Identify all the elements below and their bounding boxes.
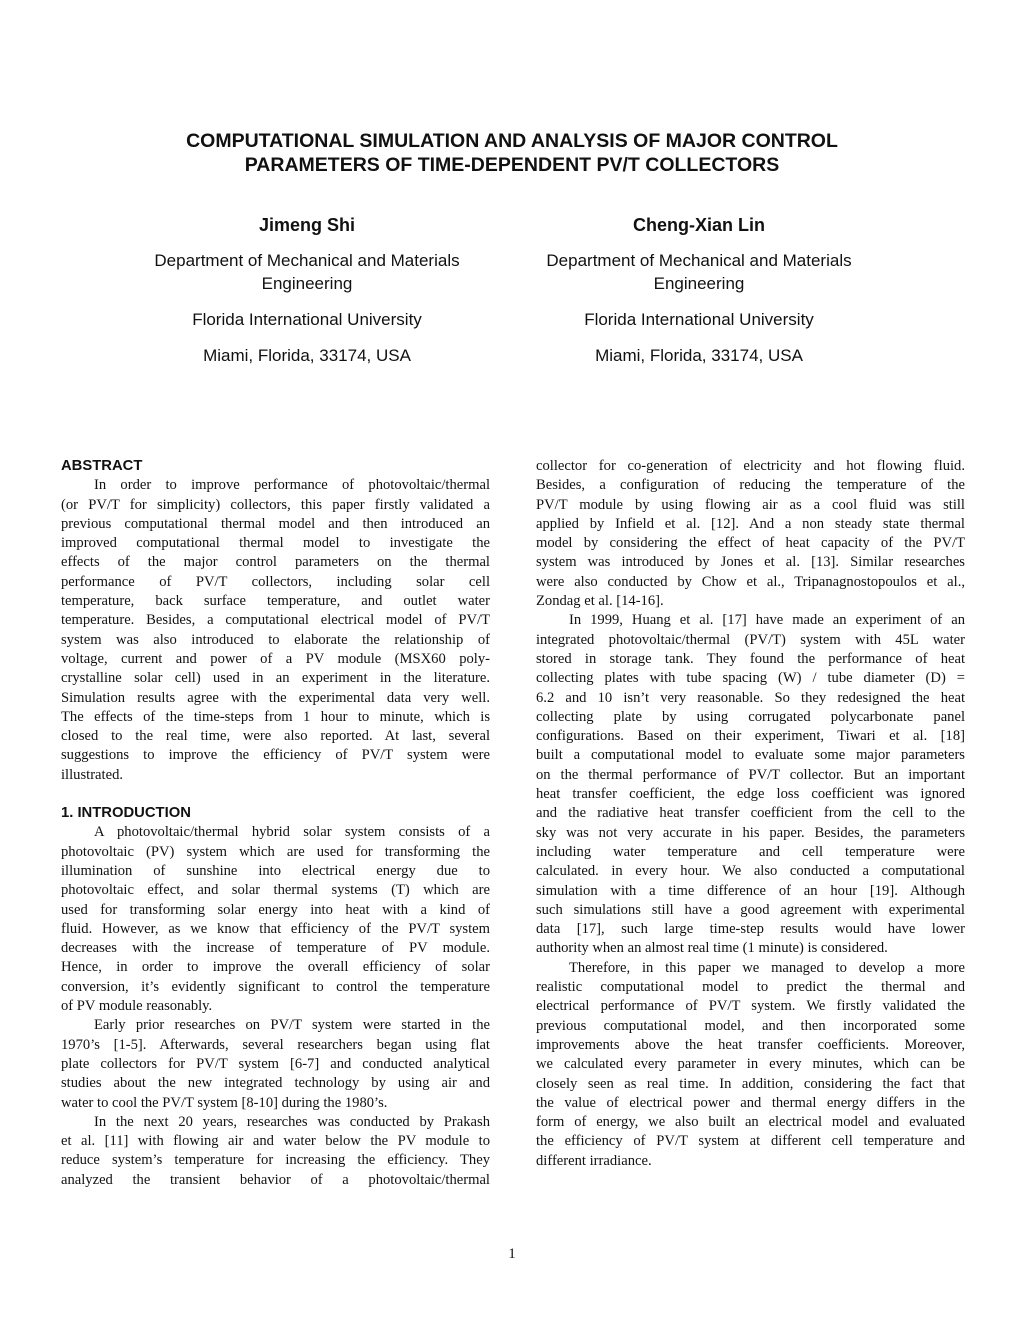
text-line: we calculated every parameter in every minutes, which can be [536,1056,965,1073]
text-line: built a computational model to evaluate some major parameters [536,747,965,764]
text-line: (or PV/T for simplicity) collectors, this paper firstly validated a [61,496,490,513]
text-line: system was also introduced to elaborate the relationship of [61,631,490,648]
text-line: fluid. However, as we know that efficiency of the PV/T system [61,920,490,937]
text-line: et al. [11] with flowing air and water below the PV module to [61,1133,490,1150]
author-location: Miami, Florida, 33174, USA [203,346,411,365]
text-line: Therefore, in this paper we managed to develop a more [569,959,965,976]
text-line: suggestions to improve the efficiency of PV/T system were [61,747,490,764]
text-line: Simulation results agree with the experimental data very well. [61,689,490,706]
text-line: system was introduced by Jones et al. [13]. Similar researches [536,554,965,571]
author-name: Jimeng Shi [258,215,356,235]
author-block-1 [117,214,497,367]
text-line: A photovoltaic/thermal hybrid solar system consists of a [94,824,490,841]
author-location: Miami, Florida, 33174, USA [595,346,803,365]
text-line: crystalline solar cell) used in an experiment in the literature. [61,670,490,687]
text-line: In order to improve performance of photovoltaic/thermal [94,477,490,494]
text-line: realistic computational model to predict the thermal and [536,979,965,996]
text-line: data [17], such large time-step results would have lower [536,921,965,938]
text-line: on the thermal performance of PV/T collector. But an important [536,766,965,783]
author-block-2 [509,214,889,367]
author-name: Cheng-Xian Lin [633,215,765,235]
text-line: stored in storage tank. They found the performance of heat [536,650,965,667]
text-line: sky was not very accurate in his paper. Besides, the parameters [536,824,965,841]
text-line: the efficiency of PV/T system at different cell temperature and [536,1133,965,1150]
text-line: model by considering the effect of heat capacity of the PV/T [536,535,965,552]
text-line: including water temperature and cell temperature were [536,843,965,860]
introduction-paragraph-3 [61,1113,490,1190]
text-line: Hence, in order to improve the overall efficiency of solar [61,959,490,976]
text-line: temperature, back surface temperature, and outlet water [61,593,490,610]
text-line: illumination of sunshine into electrical energy due to [61,862,490,879]
text-line: temperature. Besides, a computational electrical model of PV/T [61,612,490,629]
text-line: studies about the new integrated technology by using air and [61,1075,490,1092]
text-line: such simulations still have a good agreement with experimental [536,901,965,918]
text-line: simulation with a time difference of an hour [19]. Although [536,882,965,899]
text-line: previous computational model, and then incorporated some [536,1017,965,1034]
text-line: analyzed the transient behavior of a photovoltaic/thermal [61,1171,490,1188]
paper-title-line-1: COMPUTATIONAL SIMULATION AND ANALYSIS OF MAJOR CONTROL [186,130,838,152]
text-line: collecting plates with tube spacing (W) / tube diameter (D) = [536,670,965,687]
text-line: conversion, it’s evidently significant to control the temperature [61,978,490,995]
text-line: collector for co-generation of electricity and hot flowing fluid. [536,458,965,474]
text-line: closely seen as real time. In addition, considering the fact that [536,1075,965,1092]
text-line: water to cool the PV/T system [8-10] during the 1980’s. [61,1094,388,1111]
abstract-body [61,476,490,785]
introduction-heading: 1. INTRODUCTION [61,805,191,822]
right-paragraph-3 [536,959,965,1171]
paper-title-line-2: PARAMETERS OF TIME-DEPENDENT PV/T COLLECTORS [244,154,780,176]
introduction-paragraph-2 [61,1016,490,1112]
text-line: different irradiance. [536,1152,652,1169]
text-line: In 1999, Huang et al. [17] have made an experiment of an [569,612,965,629]
text-line: form of energy, we also built an electrical model and evaluated [536,1114,965,1131]
author-department-line-2: Engineering [261,274,353,293]
text-line: previous computational thermal model and then introduced an [61,515,490,532]
text-line: collecting plate by using corrugated polycarbonate panel [536,708,965,725]
right-paragraph-1 [536,457,965,611]
paper-title [100,129,924,177]
text-line: applied by Infield et al. [12]. And a non steady state thermal [536,515,965,532]
text-line: photovoltaic effect, and solar thermal systems (T) which are [61,882,490,899]
text-line: closed to the real time, were also reported. At last, several [61,728,490,745]
text-line: used for transforming solar energy into heat with a kind of [61,901,490,918]
text-line: In the next 20 years, researches was conducted by Prakash [94,1113,490,1130]
introduction-paragraph-1 [61,823,490,1016]
author-department-line-1: Department of Mechanical and Materials [154,251,460,270]
text-line: PV/T module by using flowing air as a cool fluid was still [536,496,965,513]
right-column [536,457,965,1171]
left-column [61,457,490,1190]
text-line: Besides, a configuration of reducing the temperature of the [536,477,965,494]
text-line: plate collectors for PV/T system [6-7] and conducted analytical [61,1055,490,1072]
text-line: configurations. Based on their experiment, Tiwari et al. [18] [536,728,965,745]
text-line: 1970’s [1-5]. Afterwards, several researchers began using flat [61,1036,490,1053]
text-line: photovoltaic (PV) system which are used for transforming the [61,843,490,860]
text-line: and the radiative heat transfer coefficient from the cell to the [536,805,965,822]
author-university: Florida International University [192,310,422,329]
text-line: of PV module reasonably. [61,998,213,1015]
author-department-line-1: Department of Mechanical and Materials [546,251,852,270]
text-line: improved computational thermal model to investigate the [61,535,490,552]
text-line: The effects of the time-steps from 1 hour to minute, which is [61,708,490,725]
text-line: calculated. in every hour. We also conducted a computational [536,863,965,880]
text-line: reduce system’s temperature for increasing the efficiency. They [61,1152,490,1169]
text-line: heat transfer coefficient, the edge loss coefficient was ignored [536,786,965,803]
text-line: effects of the major control parameters on the thermal [61,554,490,571]
text-line: decreases with the increase of temperature of PV module. [61,940,490,957]
abstract-heading: ABSTRACT [61,458,143,474]
text-line: authority when an almost real time (1 minute) is considered. [536,940,888,957]
text-line: illustrated. [61,766,124,783]
text-line: improvements above the heat transfer coefficients. Moreover, [536,1036,965,1053]
text-line: electrical performance of PV/T system. We firstly validated the [536,998,965,1015]
author-university: Florida International University [584,310,814,329]
text-line: the value of electrical power and thermal energy differs in the [536,1094,965,1111]
right-paragraph-2 [536,611,965,958]
text-line: voltage, current and power of a PV module (MSX60 poly- [61,650,490,667]
text-line: 6.2 and 10 isn’t very reasonable. So they redesigned the heat [536,689,965,706]
text-line: integrated photovoltaic/thermal (PV/T) system with 45L water [536,631,965,648]
text-line: Zondag et al. [14-16]. [536,593,664,610]
text-line: Early prior researches on PV/T system were started in the [94,1017,490,1034]
text-line: were also conducted by Chow et al., Tripanagnostopoulos et al., [536,573,965,590]
page-number: 1 [508,1246,516,1262]
text-line: performance of PV/T collectors, including solar cell [61,573,490,590]
author-department-line-2: Engineering [653,274,745,293]
